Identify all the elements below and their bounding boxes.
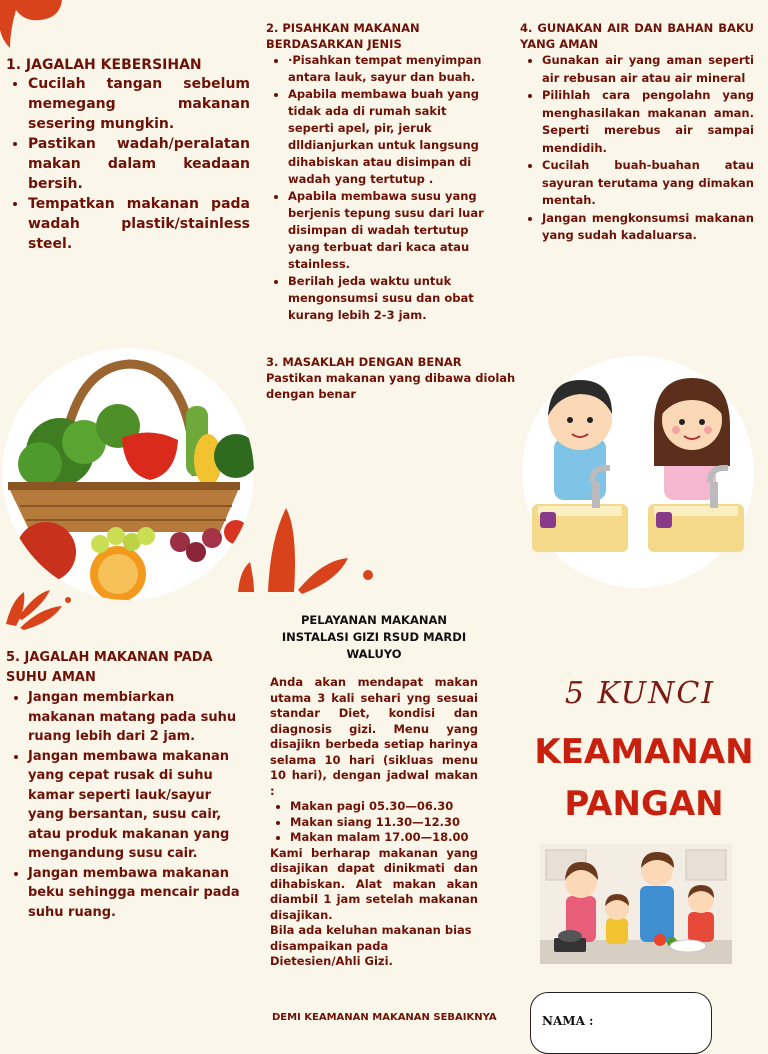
section-text: Pastikan makanan yang dibawa diolah dengan benar — [266, 371, 516, 401]
list-item: • Cucilah buah-buahan atau sayuran terutama yang dimakan mentah. — [542, 157, 754, 210]
bullet-list — [520, 52, 754, 245]
list-item: • Jangan membawa makanan yang cepat rusak di suhu kamar seperti lauk/sayur yang bersantan, susu cair, atau produk makanan yang mengandung susu cair. — [28, 747, 240, 864]
meal-schedule-list — [270, 799, 478, 846]
list-item: • Tempatkan makanan pada wadah plastik/stainless steel. — [28, 194, 250, 254]
bullet-list — [266, 52, 492, 324]
bullet-list — [6, 74, 250, 254]
list-item: • Makan siang 11.30—12.30 — [290, 815, 478, 831]
list-item: • Cucilah tangan sebelum memegang makanan sesering mungkin. — [28, 74, 250, 134]
service-title: PELAYANAN MAKANAN INSTALASI GIZI RSUD MARDI WALUYO — [281, 613, 467, 661]
cover-title-line1: KEAMANAN — [534, 732, 754, 772]
service-paragraph: Kami berharap makanan yang disajikan dapat dinikmati dan dihabiskan. Alat makan akan diambil 1 jam setelah makanan disajikan. — [270, 845, 478, 922]
section-jagalah-suhu-aman — [6, 648, 240, 922]
section-gunakan-air-aman — [520, 20, 754, 245]
list-item: • Makan pagi 05.30—06.30 — [290, 799, 478, 815]
section-heading: 5. JAGALAH MAKANAN PADA SUHU AMAN — [6, 650, 213, 685]
section-heading: 1. JAGALAH KEBERSIHAN — [6, 57, 202, 73]
service-intro: Anda akan mendapat makan utama 3 kali sehari yng sesuai standar Diet, kondisi dan diagnosis gizi. Menu yang disajikn berbeda setiap harinya selama 10 hari (sikluas menu 10 hari), dengan jadwal makan : — [270, 675, 478, 798]
list-item: • Jangan membawa makanan beku sehingga mencair pada suhu ruang. — [28, 864, 240, 923]
list-item: • Jangan mengkonsumsi makanan yang sudah kadaluarsa. — [542, 210, 754, 245]
service-paragraph: Bila ada keluhan makanan bias disampaikan pada Dietesien/Ahli Gizi. — [270, 923, 472, 968]
section-masaklah-dengan-benar — [266, 354, 516, 402]
bullet-list — [6, 688, 240, 922]
service-info-panel — [270, 612, 478, 970]
list-item: • Gunakan air yang aman seperti air rebusan air atau air mineral — [542, 52, 754, 87]
cover-subtitle: 5 KUNCI — [564, 676, 716, 711]
list-item: • Pastikan wadah/peralatan makan dalam keadaan bersih. — [28, 134, 250, 194]
section-heading: 2. PISAHKAN MAKANAN BERDASARKAN JENIS — [266, 21, 420, 51]
splash-decoration-top-left — [0, 0, 70, 50]
family-cooking-illustration — [540, 844, 732, 964]
section-heading: 4. GUNAKAN AIR DAN BAHAN BAKU YANG AMAN — [520, 21, 754, 51]
list-item: • Apabila membawa susu yang berjenis tepung susu dari luar disimpan di wadah tertutup yang terbuat dari kaca atau stainless. — [288, 188, 492, 273]
list-item: • Jangan membiarkan makanan matang pada suhu ruang lebih dari 2 jam. — [28, 688, 240, 747]
name-label: NAMA : — [542, 1014, 594, 1028]
hand-washing-illustration — [514, 356, 760, 588]
list-item: • Pilihlah cara pengolahn yang menghasilakan makanan aman. Seperti merebus air sampai mendidih. — [542, 87, 754, 157]
section-jagalah-kebersihan — [6, 56, 250, 254]
list-item: • Berilah jeda waktu untuk mengonsumsi susu dan obat kurang lebih 2-3 jam. — [288, 273, 492, 324]
splash-decoration-left — [4, 588, 74, 632]
section-heading: 3. MASAKLAH DENGAN BENAR — [266, 355, 462, 369]
list-item: • Makan malam 17.00—18.00 — [290, 830, 478, 846]
list-item: • ·Pisahkan tempat menyimpan antara lauk, sayur dan buah. — [288, 52, 492, 86]
footer-heading: DEMI KEAMANAN MAKANAN SEBAIKNYA — [272, 1012, 497, 1023]
list-item: • Apabila membawa buah yang tidak ada di rumah sakit seperti apel, pir, jeruk dlldianjurkan untuk langsung dihabiskan atau disimpan di wadah yang tertutup . — [288, 86, 492, 188]
section-pisahkan-makanan — [266, 20, 492, 324]
cover-title-line2: PANGAN — [564, 784, 724, 824]
fruit-basket-illustration — [0, 356, 256, 592]
